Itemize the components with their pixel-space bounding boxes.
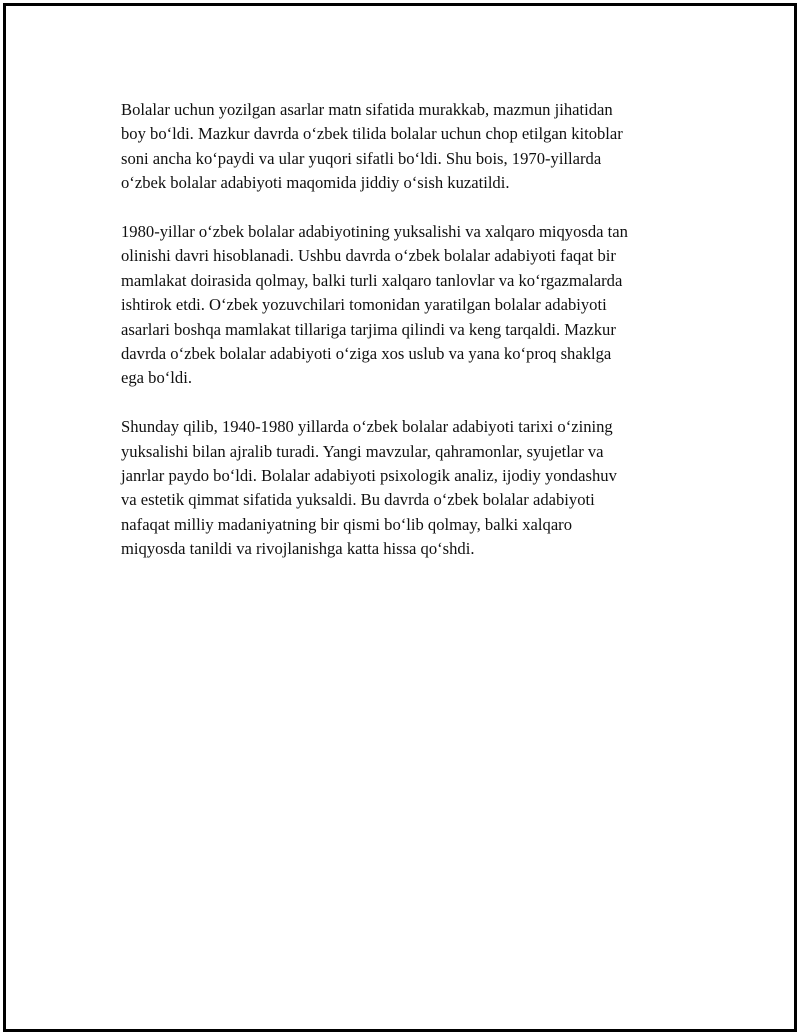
paragraph-1970s: Bolalar uchun yozilgan asarlar matn sifatida murakkab, mazmun jihatidan boy bo‘ldi. Mazkur davrda o‘zbek tilida bolalar uchun chop etilgan kitoblar soni ancha ko‘paydi va ular yuqori sifatli bo‘ldi. Shu bois, 1970-yillarda o‘zbek bolalar adabiyoti maqomida jiddiy o‘sish kuzatildi. [121,100,623,193]
paragraph-1980s: 1980-yillar o‘zbek bolalar adabiyotining yuksalishi va xalqaro miqyosda tan olinishi davri hisoblanadi. Ushbu davrda o‘zbek bolalar adabiyoti faqat bir mamlakat doirasida qolmay, balki turli xalqaro tanlovlar va ko‘rgazmalarda ishtirok etdi. O‘zbek yozuvchilari tomonidan yaratilgan bolalar adabiyoti asarlari boshqa mamlakat tillariga tarjima qilindi va keng tarqaldi. Mazkur davrda o‘zbek bolalar adabiyoti o‘ziga xos uslub va yana ko‘proq shaklga ega bo‘ldi. [121,222,628,388]
page-frame [3,3,797,1032]
document-body [121,98,701,586]
paragraph-conclusion: Shunday qilib, 1940-1980 yillarda o‘zbek bolalar adabiyoti tarixi o‘zining yuksalishi bilan ajralib turadi. Yangi mavzular, qahramonlar, syujetlar va janrlar paydo bo‘ldi. Bolalar adabiyoti psixologik analiz, ijodiy yondashuv va estetik qimmat sifatida yuksaldi. Bu davrda o‘zbek bolalar adabiyoti nafaqat milliy madaniyatning bir qismi bo‘lib qolmay, balki xalqaro miqyosda tanildi va rivojlanishga katta hissa qo‘shdi. [121,417,617,559]
